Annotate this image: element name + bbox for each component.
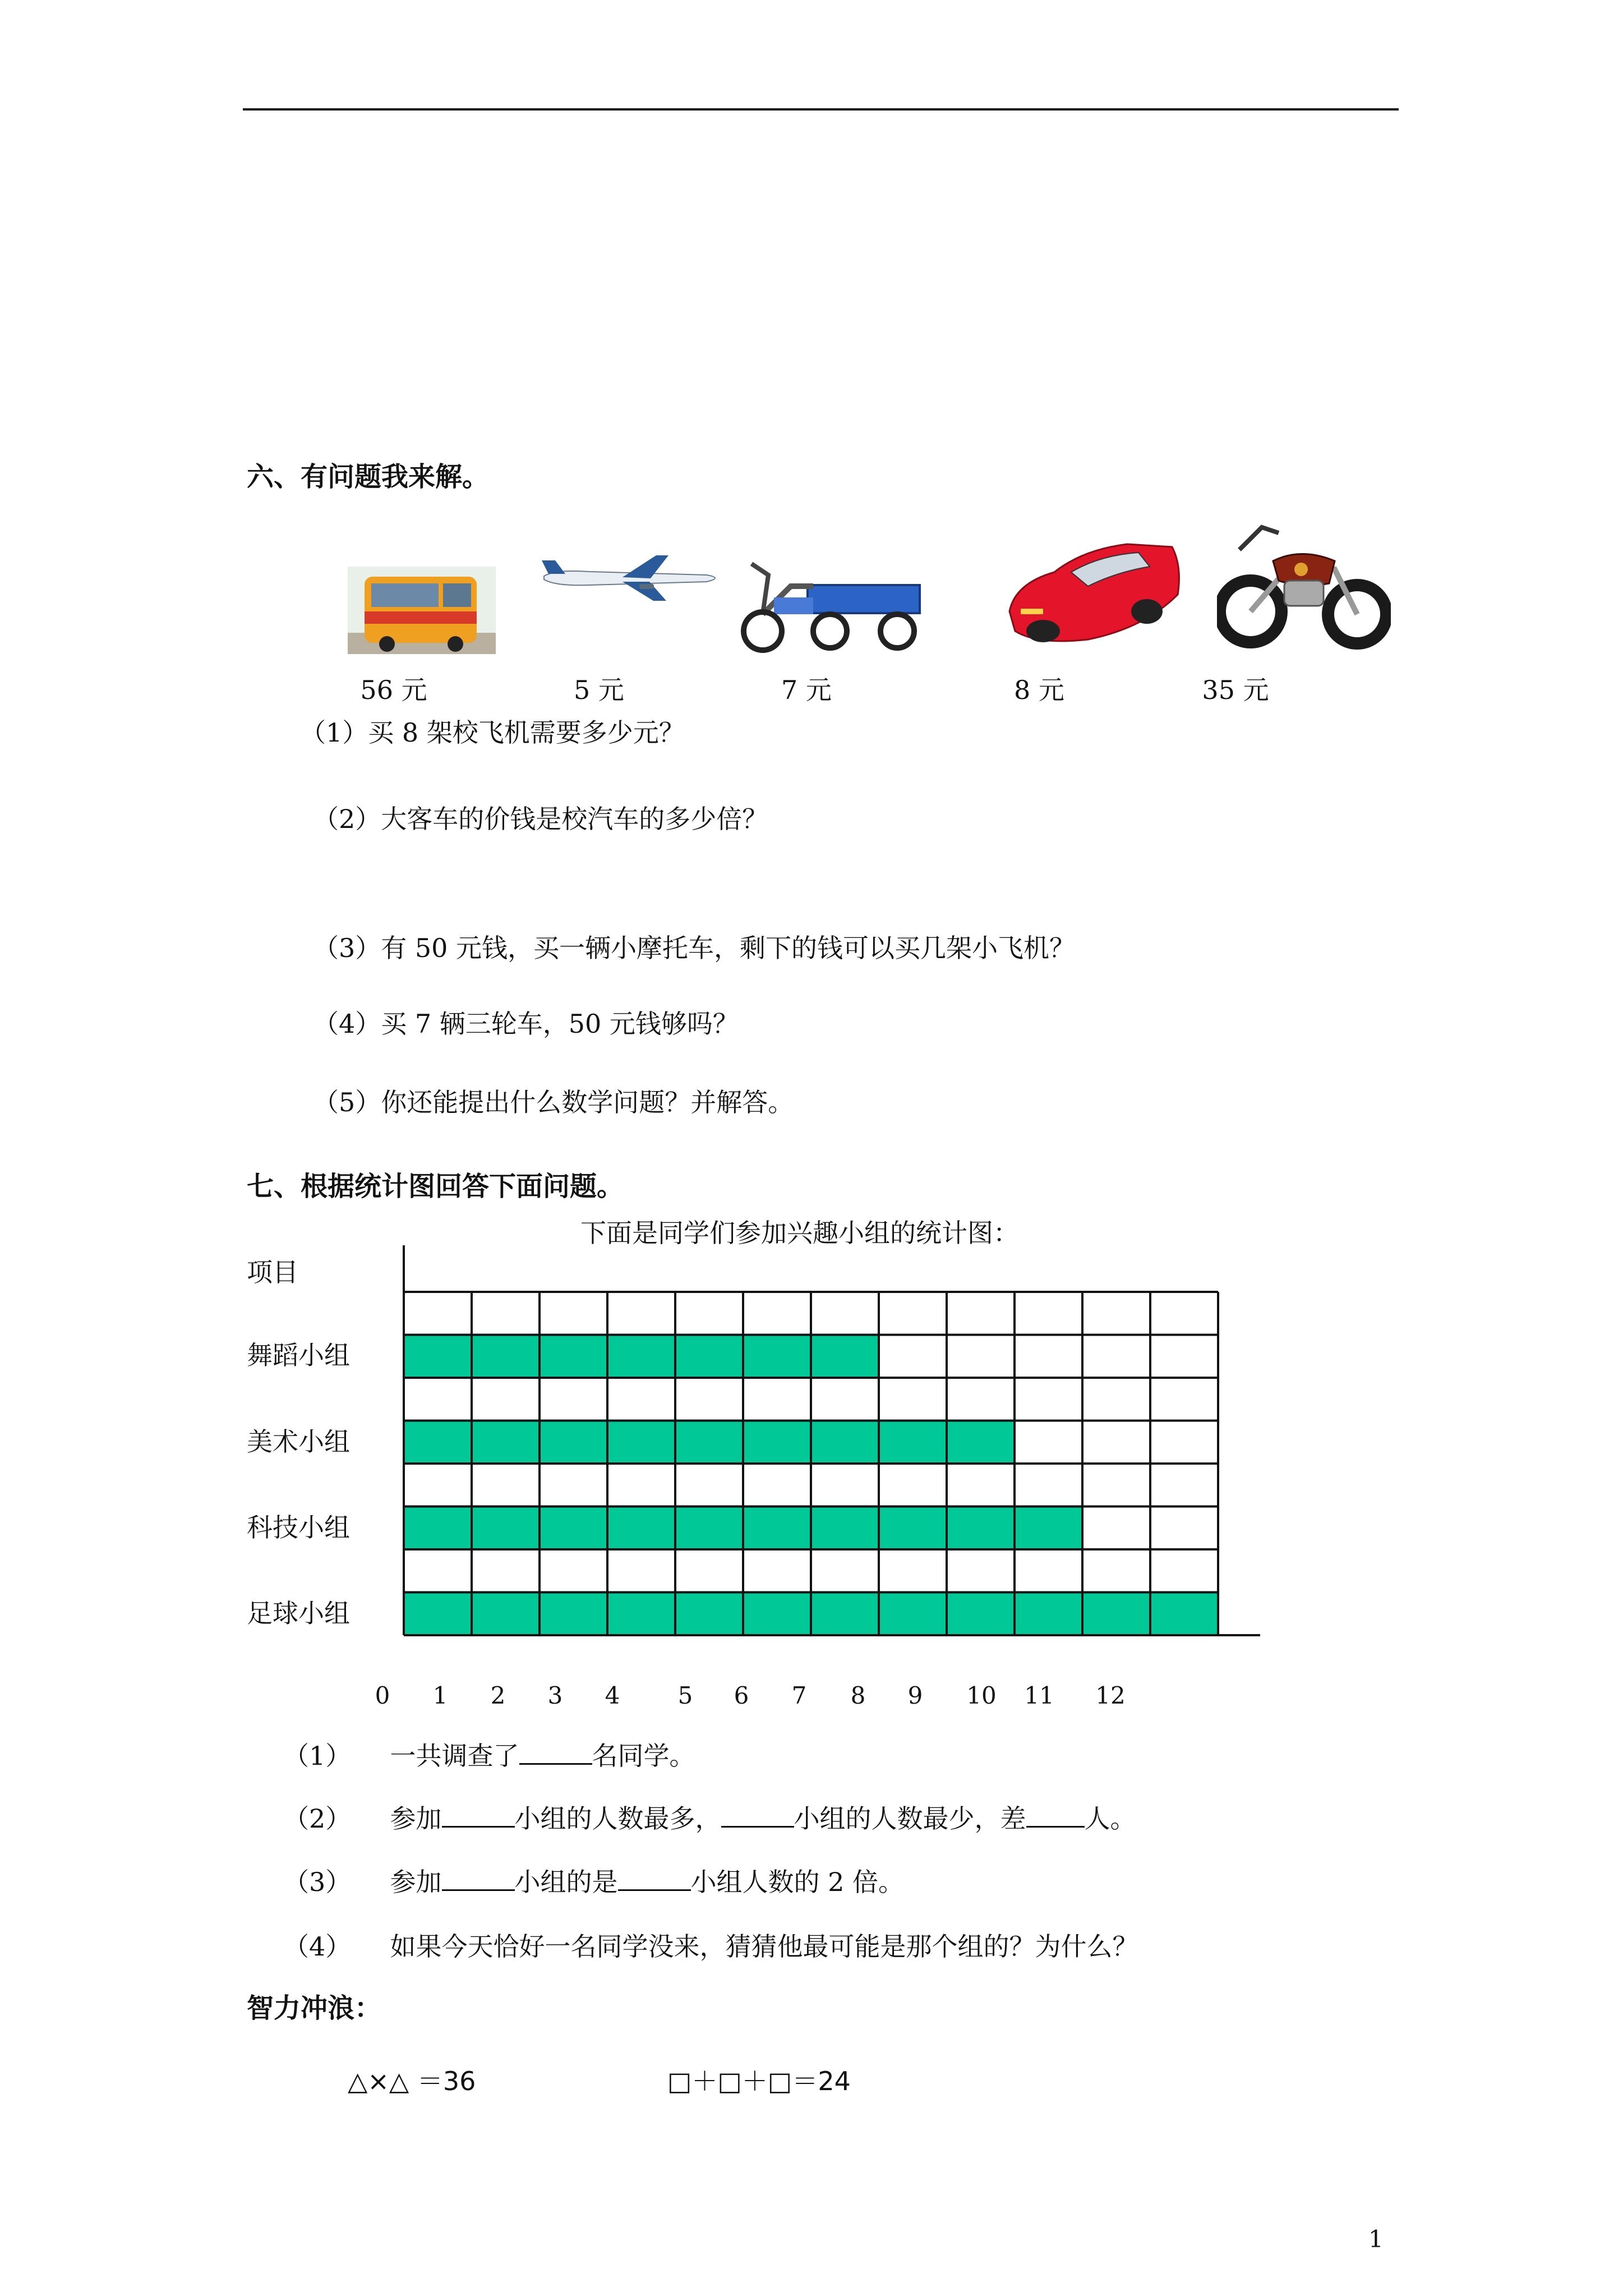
motorcycle-image <box>1217 516 1391 654</box>
q7-4-number: （4） <box>283 1931 352 1962</box>
category-label-football: 足球小组 <box>247 1598 350 1628</box>
q7-1-text-a: 一共调查了 <box>390 1741 519 1771</box>
x-tick-10: 10 <box>966 1682 997 1709</box>
x-tick-2: 2 <box>490 1682 506 1709</box>
price-airplane: 5 元 <box>574 675 624 705</box>
tricycle-image <box>729 553 942 654</box>
chart-caption: 下面是同学们参加兴趣小组的统计图： <box>580 1218 1019 1248</box>
q7-3-text-a: 参加 <box>390 1867 442 1897</box>
category-label-dance: 舞蹈小组 <box>247 1340 350 1370</box>
bar-1 <box>404 1421 1015 1464</box>
x-tick-6: 6 <box>734 1682 749 1709</box>
question-6-1: （1）买 8 架校飞机需要多少元？ <box>300 717 685 748</box>
bar-0 <box>404 1335 879 1378</box>
x-tick-9: 9 <box>907 1682 923 1709</box>
chart-axis-label: 项目 <box>247 1257 298 1287</box>
q7-2-text-d: 人。 <box>1084 1803 1136 1834</box>
x-tick-1: 1 <box>432 1682 448 1709</box>
x-tick-8: 8 <box>850 1682 866 1709</box>
question-7-1 <box>283 1739 695 1773</box>
x-tick-12: 12 <box>1095 1682 1126 1709</box>
q7-2-number: （2） <box>283 1803 352 1834</box>
q7-3-blank-2[interactable] <box>618 1867 691 1891</box>
bus-image <box>348 567 496 654</box>
bar-chart <box>393 1245 1267 1694</box>
q7-2-text-a: 参加 <box>390 1803 442 1834</box>
price-motorcycle: 35 元 <box>1202 675 1269 705</box>
q7-1-number: （1） <box>283 1741 352 1771</box>
question-7-2 <box>283 1802 1136 1835</box>
header-rule <box>243 108 1399 111</box>
q7-3-blank-1[interactable] <box>442 1867 515 1891</box>
x-tick-11: 11 <box>1024 1682 1054 1709</box>
q7-2-blank-3[interactable] <box>1026 1803 1085 1828</box>
q7-3-text-b: 小组的是 <box>514 1867 618 1897</box>
price-tricycle: 7 元 <box>781 675 832 705</box>
price-bus: 56 元 <box>360 675 427 705</box>
question-6-2: （2）大客车的价钱是校汽车的多少倍？ <box>313 804 768 834</box>
equation-2: □＋□＋□＝24 <box>667 2066 851 2096</box>
section6-title: 六、有问题我来解。 <box>247 461 490 493</box>
x-tick-3: 3 <box>547 1682 563 1709</box>
question-6-3: （3）有 50 元钱，买一辆小摩托车，剩下的钱可以买几架小飞机？ <box>313 933 1076 963</box>
x-tick-5: 5 <box>677 1682 693 1709</box>
question-7-3 <box>283 1865 904 1899</box>
airplane-image <box>538 553 726 603</box>
x-tick-4: 4 <box>605 1682 620 1709</box>
category-label-tech: 科技小组 <box>247 1512 350 1543</box>
q7-1-blank[interactable] <box>519 1741 592 1765</box>
q7-4-text: 如果今天恰好一名同学没来，猜猜他最可能是那个组的？为什么？ <box>390 1931 1138 1962</box>
section7-title: 七、根据统计图回答下面问题。 <box>247 1171 624 1202</box>
brain-teaser-title: 智力冲浪： <box>247 1993 382 2024</box>
question-6-5: （5）你还能提出什么数学问题？并解答。 <box>313 1087 794 1117</box>
q7-2-text-c: 小组的人数最少，差 <box>794 1803 1026 1834</box>
q7-2-blank-1[interactable] <box>442 1803 515 1828</box>
x-tick-0: 0 <box>375 1682 390 1709</box>
sports-car-image <box>1004 533 1183 648</box>
q7-3-text-c: 小组人数的 2 倍。 <box>690 1867 905 1897</box>
q7-1-text-b: 名同学。 <box>592 1741 695 1771</box>
q7-2-blank-2[interactable] <box>721 1803 794 1828</box>
equation-1: △×△ ＝36 <box>348 2066 476 2096</box>
page-number: 1 <box>1368 2225 1384 2253</box>
question-7-4 <box>283 1930 1138 1963</box>
x-tick-7: 7 <box>791 1682 807 1709</box>
category-label-art: 美术小组 <box>247 1427 350 1457</box>
question-6-4: （4）买 7 辆三轮车，50 元钱够吗？ <box>313 1009 739 1039</box>
q7-3-number: （3） <box>283 1867 352 1897</box>
q7-2-text-b: 小组的人数最多， <box>514 1803 721 1834</box>
price-sports-car: 8 元 <box>1014 675 1064 705</box>
